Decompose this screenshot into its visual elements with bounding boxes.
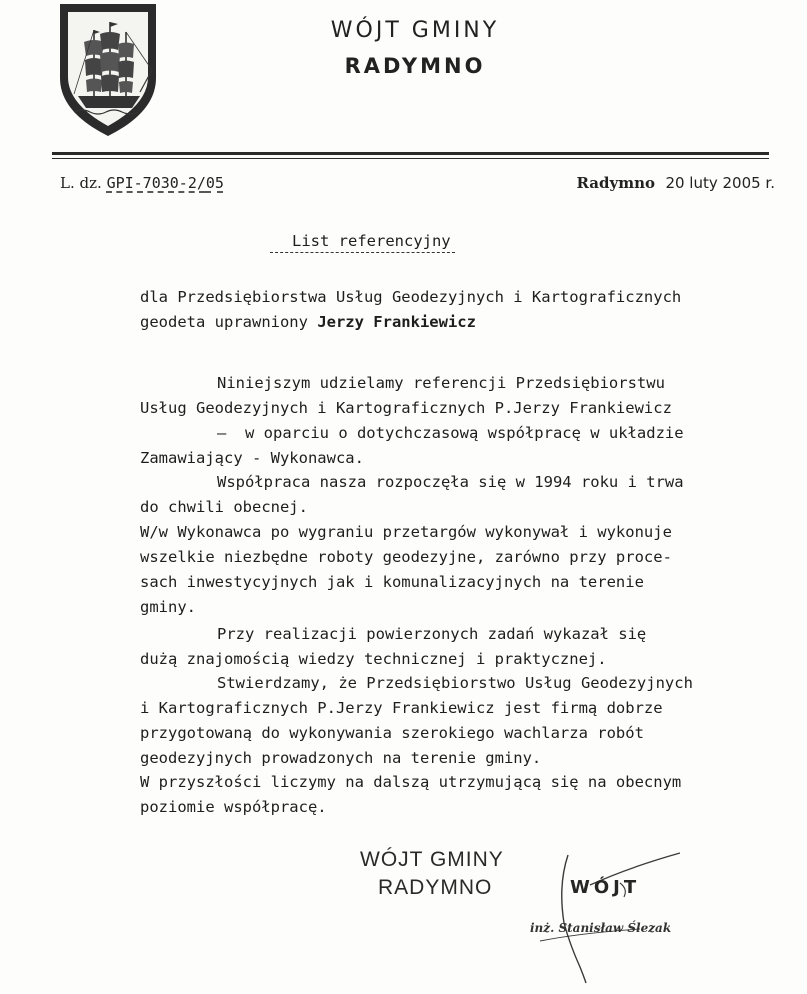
place: Radymno [576, 174, 655, 192]
body-line: Przy realizacji powierzonych zadań wykazał się [217, 625, 647, 643]
body-line: i Kartograficznych P.Jerzy Frankiewicz jest firmą dobrze [140, 699, 663, 717]
body-line: wszelkie niezbędne roboty geodezyjne, zarówno przy proce- [140, 548, 672, 566]
date: 20 luty 2005 r. [665, 174, 775, 192]
body-line: dużą znajomością wiedzy technicznej i praktycznej. [140, 650, 607, 668]
letterhead-subtitle: RADYMNO [344, 54, 486, 78]
body-line: do chwili obecnej. [140, 498, 308, 516]
handwritten-signature [520, 845, 700, 985]
body-line: W/w Wykonawca po wygraniu przetargów wykonywał i wykonuje [140, 523, 672, 541]
body-line: Stwierdzamy, że Przedsiębiorstwo Usług Geodezyjnych [217, 674, 693, 692]
document-title: List referencyjny [270, 232, 455, 253]
body-line: Zamawiający - Wykonawca. [140, 449, 364, 467]
letterhead-divider [52, 152, 769, 155]
body-line: W przyszłości liczymy na dalszą utrzymującą się na obecnym [140, 773, 682, 791]
addressee-line1: dla Przedsiębiorstwa Usług Geodezyjnych i Kartograficznych [140, 288, 682, 306]
role-stamp: WÓJT [570, 877, 641, 898]
letterhead-title: WÓJT GMINY [330, 18, 500, 43]
addressee-prefix: geodeta uprawniony [140, 313, 318, 331]
office-stamp-line2: RADYMNO [378, 876, 493, 899]
coat-of-arms-ship-icon [52, 0, 164, 142]
place-and-date [576, 174, 775, 192]
reference-number [60, 174, 224, 192]
signatory-name-stamp: inż. Stanisław Ślezak [530, 921, 672, 935]
body-line: Niniejszym udzielamy referencji Przedsiębiorstwu [217, 374, 665, 392]
reference-label: L. dz. [60, 174, 102, 192]
body-line: przygotowaną do wykonywania szerokiego wachlarza robót [140, 724, 644, 742]
letterhead-divider-thin [52, 158, 769, 159]
body-line: gminy. [140, 598, 196, 616]
body-line: poziomie współpracę. [140, 798, 327, 816]
body-line: – w oparciu o dotychczasową współpracę w układzie [217, 424, 684, 442]
body-line: geodezyjnych prowadzonych na terenie gminy. [140, 749, 542, 767]
reference-code: GPI-7030-2/ [106, 174, 206, 192]
addressee-name: Jerzy Frankiewicz [317, 313, 476, 331]
body-line: sach inwestycyjnych jak i komunalizacyjnych na terenie [140, 573, 644, 591]
body-line: Usług Geodezyjnych i Kartograficznych P.Jerzy Frankiewicz [140, 399, 672, 417]
reference-year: 05 [205, 174, 224, 192]
body-line: Współpraca nasza rozpoczęła się w 1994 roku i trwa [217, 473, 684, 491]
office-stamp-line1: WÓJT GMINY [360, 848, 504, 871]
addressee-line2 [140, 310, 476, 335]
